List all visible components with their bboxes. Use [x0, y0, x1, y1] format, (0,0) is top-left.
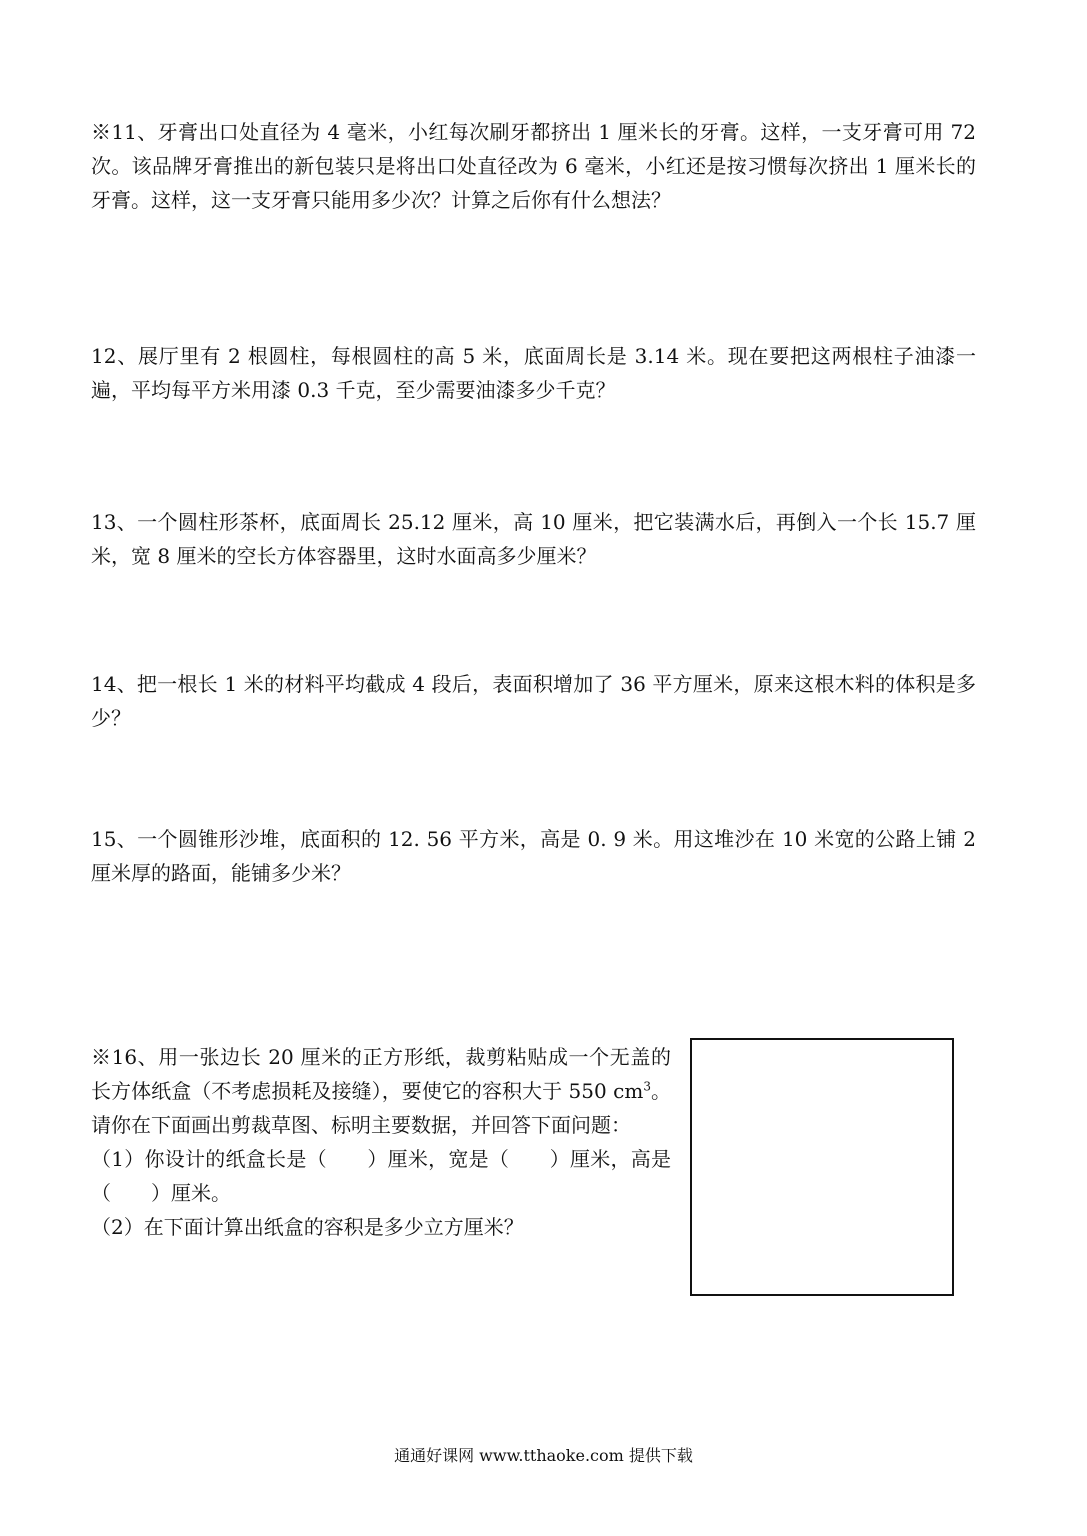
problem-16-question-2: （2）在下面计算出纸盒的容积是多少立方厘米？ [91, 1215, 524, 1239]
problem-13: 13、一个圆柱形茶杯，底面周长 25.12 厘米，高 10 厘米，把它装满水后，再倒入一个长 15.7 厘米，宽 8 厘米的空长方体容器里，这时水面高多少厘米？ [91, 510, 976, 568]
page-footer: 通通好课网 www.tthaoke.com 提供下载 [394, 1446, 693, 1465]
problem-11: ※11、牙膏出口处直径为 4 毫米，小红每次刷牙都挤出 1 厘米长的牙膏。这样，一支牙膏可用 72 次。该品牌牙膏推出的新包装只是将出口处直径改为 6 毫米，小红还是按习惯每次挤出 1 厘米长的牙膏。这样，这一支牙膏只能用多少次？计算之后你有什么想法？ [91, 120, 976, 212]
problem-14: 14、把一根长 1 米的材料平均截成 4 段后，表面积增加了 36 平方厘米，原来这根木料的体积是多少？ [91, 672, 976, 730]
problem-16-intro-text: ※16、用一张边长 20 厘米的正方形纸，裁剪粘贴成一个无盖的长方体纸盒（不考虑损耗及接缝），要使它的容积大于 550 cm [91, 1045, 671, 1103]
problem-16-question-1: （1）你设计的纸盒长是（ ）厘米，宽是（ ）厘米，高是（ ）厘米。 [91, 1147, 671, 1205]
problem-16-intro [91, 1040, 671, 1142]
cubic-superscript: 3 [643, 1079, 651, 1094]
problem-15: 15、一个圆锥形沙堆，底面积的 12. 56 平方米，高是 0. 9 米。用这堆沙在 10 米宽的公路上铺 2 厘米厚的路面，能铺多少米？ [91, 827, 976, 885]
sketch-drawing-box [690, 1038, 954, 1296]
problem-16 [91, 1040, 671, 1244]
problem-16-intro-continued: 。请你在下面画出剪裁草图、标明主要数据，并回答下面问题： [91, 1079, 672, 1137]
problem-12: 12、展厅里有 2 根圆柱，每根圆柱的高 5 米，底面周长是 3.14 米。现在要把这两根柱子油漆一遍，平均每平方米用漆 0.3 千克，至少需要油漆多少千克？ [91, 344, 976, 402]
